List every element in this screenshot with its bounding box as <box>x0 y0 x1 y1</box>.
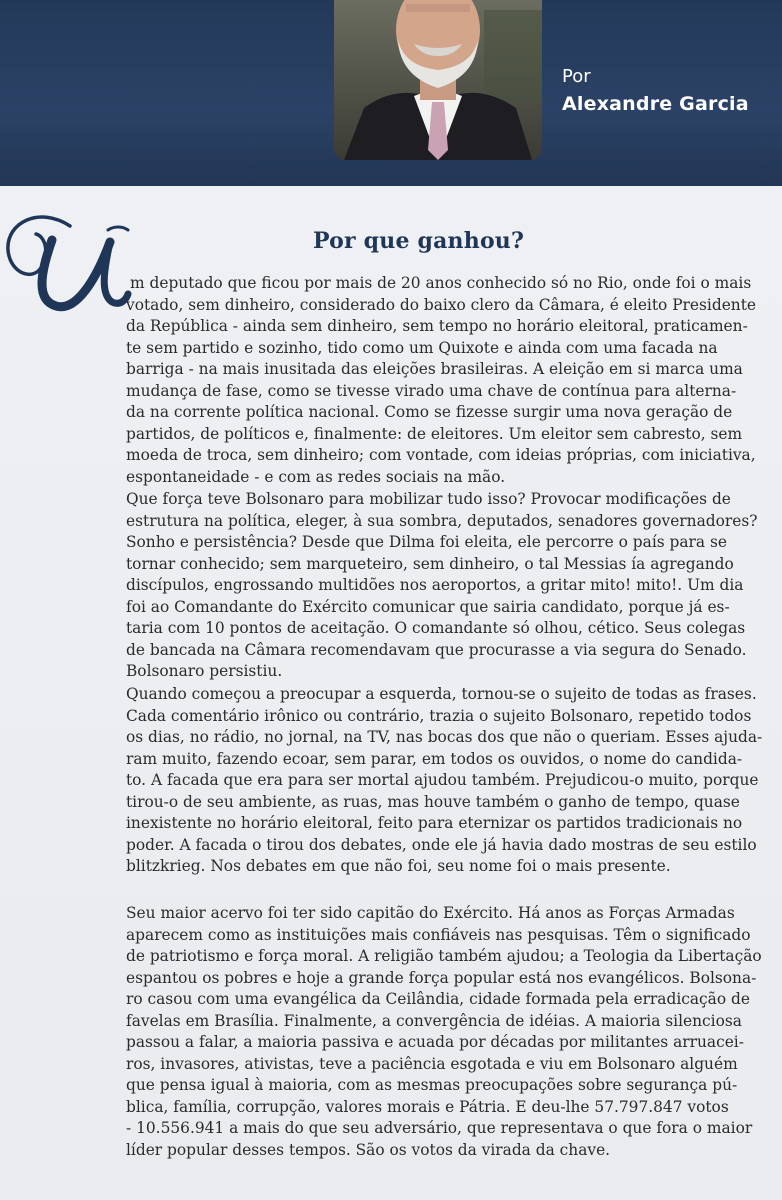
author-portrait-image <box>334 0 542 160</box>
text-line: te sem partido e sozinho, tido como um Quixote e ainda com uma facada na <box>126 338 718 357</box>
text-line: votado, sem dinheiro, considerado do baixo clero da Câmara, é eleito Presidente <box>126 295 757 314</box>
article-paragraph-2 <box>126 489 762 683</box>
article-paragraph-3 <box>126 684 762 878</box>
text-line: líder popular desses tempos. São os votos da virada da chave. <box>126 1140 611 1159</box>
text-line: m deputado que ficou por mais de 20 anos conhecido só no Rio, onde foi o mais <box>130 274 752 292</box>
text-line: ro casou com uma evangélica da Ceilândia, cidade formada pela erradicação de <box>126 990 750 1008</box>
text-line: favelas em Brasília. Finalmente, a convergência de idéias. A maioria silenciosa <box>126 1011 742 1030</box>
text-line: blitzkrieg. Nos debates em que não foi, seu nome foi o mais presente. <box>126 857 671 875</box>
text-line: espontaneidade - e com as redes sociais na mão. <box>126 467 506 486</box>
article-title: Por que ganhou? <box>313 228 525 254</box>
text-line: barriga - na mais inusitada das eleições brasileiras. A eleição em si marca uma <box>126 360 743 378</box>
text-line: os dias, no rádio, no jornal, na TV, nas bocas dos que não o queriam. Esses ajuda- <box>126 728 763 746</box>
text-line: partidos, de políticos e, finalmente: de eleitores. Um eleitor sem cabresto, sem <box>126 424 743 443</box>
text-line: taria com 10 pontos de aceitação. O comandante só olhou, cético. Seus colegas <box>126 619 746 637</box>
text-line: de patriotismo e força moral. A religião também ajudou; a Teologia da Libertação <box>126 947 762 965</box>
text-line: Sonho e persistência? Desde que Dilma foi eleita, ele percorre o país para se <box>126 533 727 551</box>
text-line: passou a falar, a maioria passiva e acuada por décadas por militantes arruacei- <box>126 1033 744 1051</box>
text-line: Bolsonaro persistiu. <box>126 662 283 680</box>
text-line: aparecem como as instituições mais confiáveis nas pesquisas. Têm o significado <box>126 925 751 944</box>
drop-cap-letter <box>0 196 140 326</box>
text-line: discípulos, engrossando multidões nos aeroportos, a gritar mito! mito!. Um dia <box>126 576 744 594</box>
text-line: tirou-o de seu ambiente, as ruas, mas houve também o ganho de tempo, quase <box>126 792 740 811</box>
text-line: moeda de troca, sem dinheiro; com vontade, com ideias próprias, com iniciativa, <box>126 446 756 464</box>
text-line: de bancada na Câmara recomendavam que procurasse a via segura do Senado. <box>126 640 747 659</box>
text-line: Seu maior acervo foi ter sido capitão do Exército. Há anos as Forças Armadas <box>126 904 735 922</box>
byline-prefix: Por <box>562 66 591 87</box>
text-line: to. A facada que era para ser mortal ajudou também. Prejudicou-o muito, porque <box>126 771 759 789</box>
author-name: Alexandre Garcia <box>562 93 749 115</box>
article-paragraph-1 <box>126 273 762 488</box>
text-line: foi ao Comandante do Exército comunicar que sairia candidato, porque já es- <box>126 597 730 616</box>
text-line: inexistente no horário eleitoral, feito para eternizar os partidos tradicionais no <box>126 814 743 832</box>
header-banner <box>0 0 782 186</box>
article-paragraph-4 <box>126 903 762 1161</box>
text-line: poder. A facada o tirou dos debates, onde ele já havia dado mostras de seu estilo <box>126 835 757 854</box>
text-line: Que força teve Bolsonaro para mobilizar tudo isso? Provocar modificações de <box>126 490 731 508</box>
text-line: da República - ainda sem dinheiro, sem tempo no horário eleitoral, praticamen- <box>126 317 748 335</box>
text-line: - 10.556.941 a mais do que seu adversário, que representava o que fora o maior <box>126 1119 753 1137</box>
text-line: que pensa igual à maioria, com as mesmas preocupações sobre segurança pú- <box>126 1076 738 1094</box>
text-line: mudança de fase, como se tivesse virado uma chave de contínua para alterna- <box>126 381 737 400</box>
text-line: blica, família, corrupção, valores morais e Pátria. E deu-lhe 57.797.847 votos <box>126 1097 729 1116</box>
text-line: tornar conhecido; sem marqueteiro, sem dinheiro, o tal Messias ía agregando <box>126 554 734 573</box>
text-line: Cada comentário irônico ou contrário, trazia o sujeito Bolsonaro, repetido todos <box>126 706 752 725</box>
text-line: ros, invasores, ativistas, teve a paciência esgotada e viu em Bolsonaro alguém <box>126 1054 738 1073</box>
text-line: espantou os pobres e hoje a grande força popular está nos evangélicos. Bolsona- <box>126 968 757 987</box>
text-line: Quando começou a preocupar a esquerda, tornou-se o sujeito de todas as frases. <box>126 685 757 703</box>
author-photo <box>334 0 542 160</box>
text-line: estrutura na política, eleger, à sua sombra, deputados, senadores governadores? <box>126 511 758 530</box>
text-line: ram muito, fazendo ecoar, sem parar, em todos os ouvidos, o nome do candida- <box>126 749 743 768</box>
text-line: da na corrente política nacional. Como se fizesse surgir uma nova geração de <box>126 403 733 421</box>
byline <box>562 66 749 115</box>
